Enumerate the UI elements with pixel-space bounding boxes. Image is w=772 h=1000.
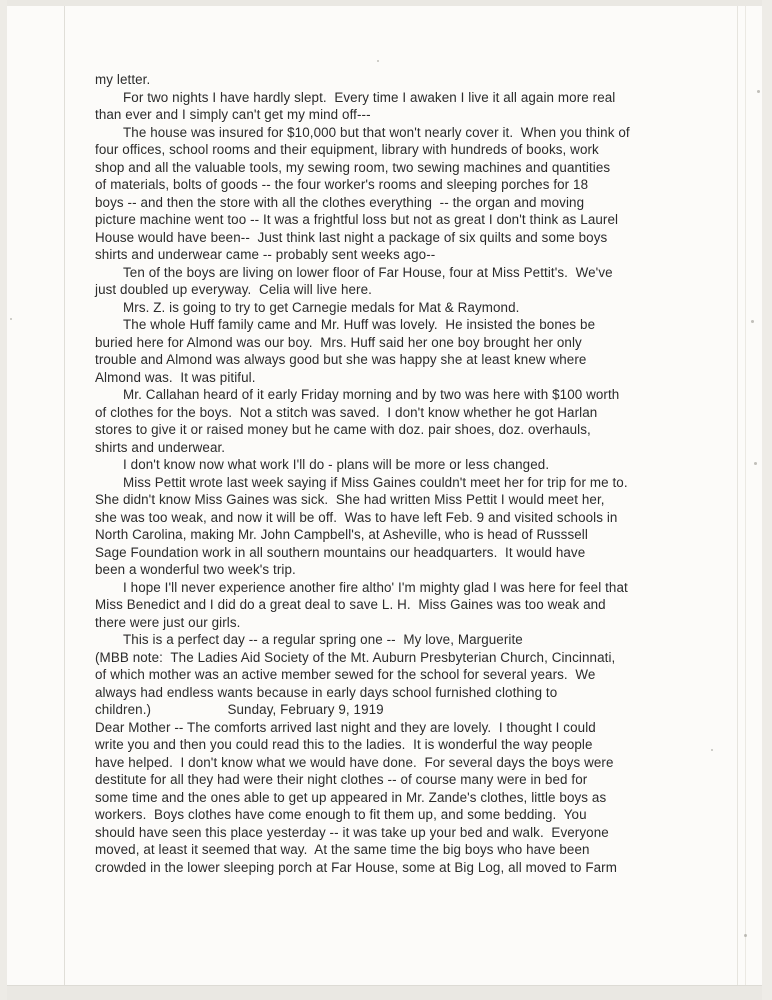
letter-line: I hope I'll never experience another fire altho' I'm mighty glad I was here for feel that xyxy=(123,579,628,595)
letter-line: Mr. Callahan heard of it early Friday morning and by two was here with $100 worth xyxy=(123,387,620,402)
letter-body xyxy=(95,71,710,876)
letter-line: (MBB note: The Ladies Aid Society of the Mt. Auburn Presbyterian Church, Cincinnati, xyxy=(95,649,616,665)
letter-line: The whole Huff family came and Mr. Huff was lovely. He insisted the bones be xyxy=(123,317,596,332)
letter-line: of clothes for the boys. Not a stitch was saved. I don't know whether he got Harlan xyxy=(95,404,598,420)
scan-speck xyxy=(377,60,379,62)
letter-line: write you and then you could read this to the ladies. It is wonderful the way people xyxy=(95,737,593,752)
letter-line: The house was insured for $10,000 but that won't nearly cover it. When you think of xyxy=(123,124,630,140)
scan-speck xyxy=(754,462,757,465)
letter-line: always had endless wants because in early days school furnished clothing to xyxy=(95,684,558,700)
scan-speck xyxy=(711,749,713,751)
letter-line: shirts and underwear came -- probably sent weeks ago-- xyxy=(95,247,436,262)
letter-line: shirts and underwear. xyxy=(95,439,226,455)
letter-line: my letter. xyxy=(95,72,151,87)
paper-fold-line-right-2 xyxy=(745,6,746,986)
scan-speck xyxy=(751,320,754,323)
letter-line: Dear Mother -- The comforts arrived last night and they are lovely. I thought I could xyxy=(95,719,596,735)
letter-line: crowded in the lower sleeping porch at Far House, some at Big Log, all moved to Farm xyxy=(95,859,617,875)
letter-line: picture machine went too -- It was a frightful loss but not as great I don't think as Laurel xyxy=(95,212,619,227)
letter-line: trouble and Almond was always good but she was happy she at least knew where xyxy=(95,352,587,367)
letter-line: moved, at least it seemed that way. At the same time the big boys who have been xyxy=(95,842,590,857)
letter-line: Sage Foundation work in all southern mountains our headquarters. It would have xyxy=(95,544,586,560)
letter-line: than ever and I simply can't get my mind off--- xyxy=(95,107,371,122)
letter-line: been a wonderful two week's trip. xyxy=(95,562,296,577)
letter-line: have helped. I don't know what we would have done. For several days the boys were xyxy=(95,754,614,770)
letter-line: Miss Pettit wrote last week saying if Miss Gaines couldn't meet her for trip for me to. xyxy=(123,474,628,490)
letter-line: I don't know now what work I'll do - plans will be more or less changed. xyxy=(123,457,550,472)
letter-line: For two nights I have hardly slept. Every time I awaken I live it all again more real xyxy=(123,89,616,105)
scan-speck xyxy=(757,90,760,93)
letter-line: Miss Benedict and I did do a great deal to save L. H. Miss Gaines was too weak and xyxy=(95,597,606,612)
paper-fold-line-left xyxy=(64,6,65,986)
scan-edge-top xyxy=(0,0,772,6)
paper-fold-line-right xyxy=(737,6,738,986)
letter-line: Mrs. Z. is going to try to get Carnegie medals for Mat & Raymond. xyxy=(123,299,520,315)
letter-line: four offices, school rooms and their equipment, library with hundreds of books, work xyxy=(95,142,599,157)
letter-line: Almond was. It was pitiful. xyxy=(95,369,256,385)
letter-line: there were just our girls. xyxy=(95,614,241,630)
scan-bottom-rule xyxy=(7,985,762,986)
letter-line: This is a perfect day -- a regular spring one -- My love, Marguerite xyxy=(123,632,523,647)
scan-edge-left xyxy=(0,0,7,1000)
letter-line: buried here for Almond was our boy. Mrs. Huff said her one boy brought her only xyxy=(95,334,582,350)
scan-edge-right xyxy=(762,0,772,1000)
letter-line: some time and the ones able to get up appeared in Mr. Zande's clothes, little boys as xyxy=(95,789,607,805)
letter-line: House would have been-- Just think last night a package of six quilts and some boys xyxy=(95,229,608,245)
letter-line: should have seen this place yesterday -- it was take up your bed and walk. Everyone xyxy=(95,824,609,840)
letter-line: shop and all the valuable tools, my sewing room, two sewing machines and quantities xyxy=(95,159,611,175)
letter-line: destitute for all they had were their night clothes -- of course many were in bed for xyxy=(95,772,588,787)
letter-line: of which mother was an active member sewed for the school for several years. We xyxy=(95,667,596,682)
letter-line: North Carolina, making Mr. John Campbell's, at Asheville, who is head of Russsell xyxy=(95,527,588,542)
letter-line: just doubled up everyway. Celia will live here. xyxy=(95,282,372,297)
letter-line: Ten of the boys are living on lower floor of Far House, four at Miss Pettit's. We've xyxy=(123,264,613,280)
letter-line: boys -- and then the store with all the clothes everything -- the organ and moving xyxy=(95,194,585,210)
scan-speck xyxy=(744,934,747,937)
letter-line: stores to give it or raised money but he came with doz. pair shoes, doz. overhauls, xyxy=(95,422,591,437)
scan-edge-bottom xyxy=(0,986,772,1000)
letter-line: she was too weak, and now it will be off. Was to have left Feb. 9 and visited schools in xyxy=(95,509,618,525)
letter-line: children.) Sunday, February 9, 1919 xyxy=(95,702,384,717)
letter-line: workers. Boys clothes have come enough to fit them up, and some bedding. You xyxy=(95,807,587,822)
letter-line: of materials, bolts of goods -- the four worker's rooms and sleeping porches for 18 xyxy=(95,177,589,192)
scan-speck xyxy=(10,318,12,320)
letter-line: She didn't know Miss Gaines was sick. She had written Miss Pettit I would meet her, xyxy=(95,492,605,507)
